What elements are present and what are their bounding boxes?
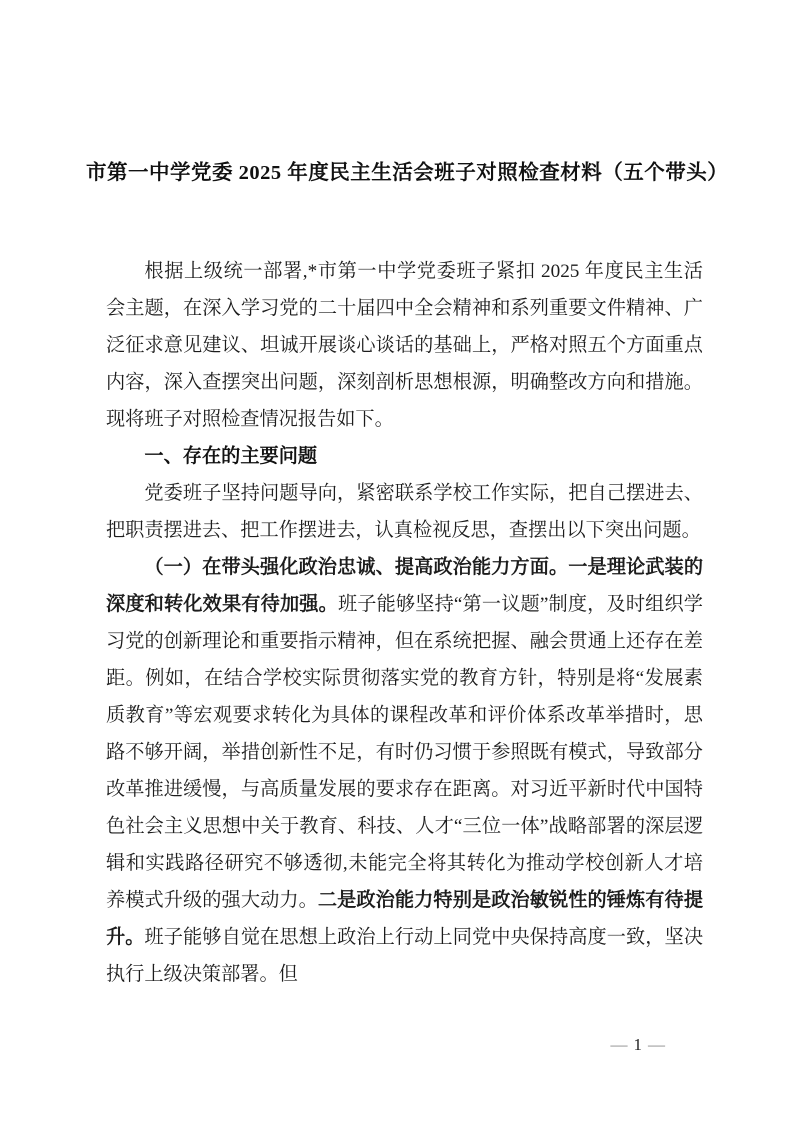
page-number	[605, 1033, 672, 1057]
page-number-value: 1	[633, 1035, 642, 1054]
item-1-point-2-body: 班子能够自觉在思想上政治上行动上同党中央保持高度一致，坚决执行上级决策部署。但	[106, 927, 704, 985]
item-1-point-2-lead: 二是政治能力特别是政治敏锐性的锤炼有待提升。	[106, 890, 704, 948]
page-number-dash-right: —	[648, 1035, 665, 1054]
item-1-point-1-body: 班子能够坚持“第一议题”制度，及时组织学习党的创新理论和重要指示精神，但在系统把握、融会贯通上还存在差距。例如，在结合学校实际贯彻落实党的教育方针，特别是将“发展素质教育”等宏观要求转化为具体的课程改革和评价体系改革举措时，思路不够开阔，举措创新性不足，有时仍习惯于参照既有模式，导致部分改革推进缓慢，与高质量发展的要求存在距离。对习近平新时代中国特色社会主义思想中关于教育、科技、人才“三位一体”战略部署的深层逻辑和实践路径研究不够透彻,未能完全将其转化为推动学校创新人才培养模式升级的强大动力。	[106, 594, 703, 911]
page-number-dash-left: —	[610, 1035, 628, 1054]
document-title: 市第一中学党委 2025 年度民主生活会班子对照检查材料（五个带头）	[86, 162, 729, 184]
section-1-heading: 一、存在的主要问题	[144, 446, 318, 467]
intro-paragraph: 根据上级统一部署,*市第一中学党委班子紧扣 2025 年度民主生活会主题，在深入学习党的二十届四中全会精神和系列重要文件精神、广泛征求意见建议、坦诚开展谈心谈话的基础上，严格对照五个方面重点内容，深入查摆突出问题，深刻剖析思想根源，明确整改方向和措施。现将班子对照检查情况报告如下。	[106, 261, 703, 430]
document-body	[106, 253, 703, 993]
section-1-lead-paragraph: 党委班子坚持问题导向，紧密联系学校工作实际，把自己摆进去、把职责摆进去、把工作摆进去，认真检视反思，查摆出以下突出问题。	[106, 483, 703, 541]
item-1-point-1-lead: 一是理论武装的深度和转化效果有待加强。	[106, 557, 704, 615]
item-1-subheading: （一）在带头强化政治忠诚、提高政治能力方面。	[144, 557, 569, 578]
section-1-item-1-paragraph	[106, 549, 703, 993]
